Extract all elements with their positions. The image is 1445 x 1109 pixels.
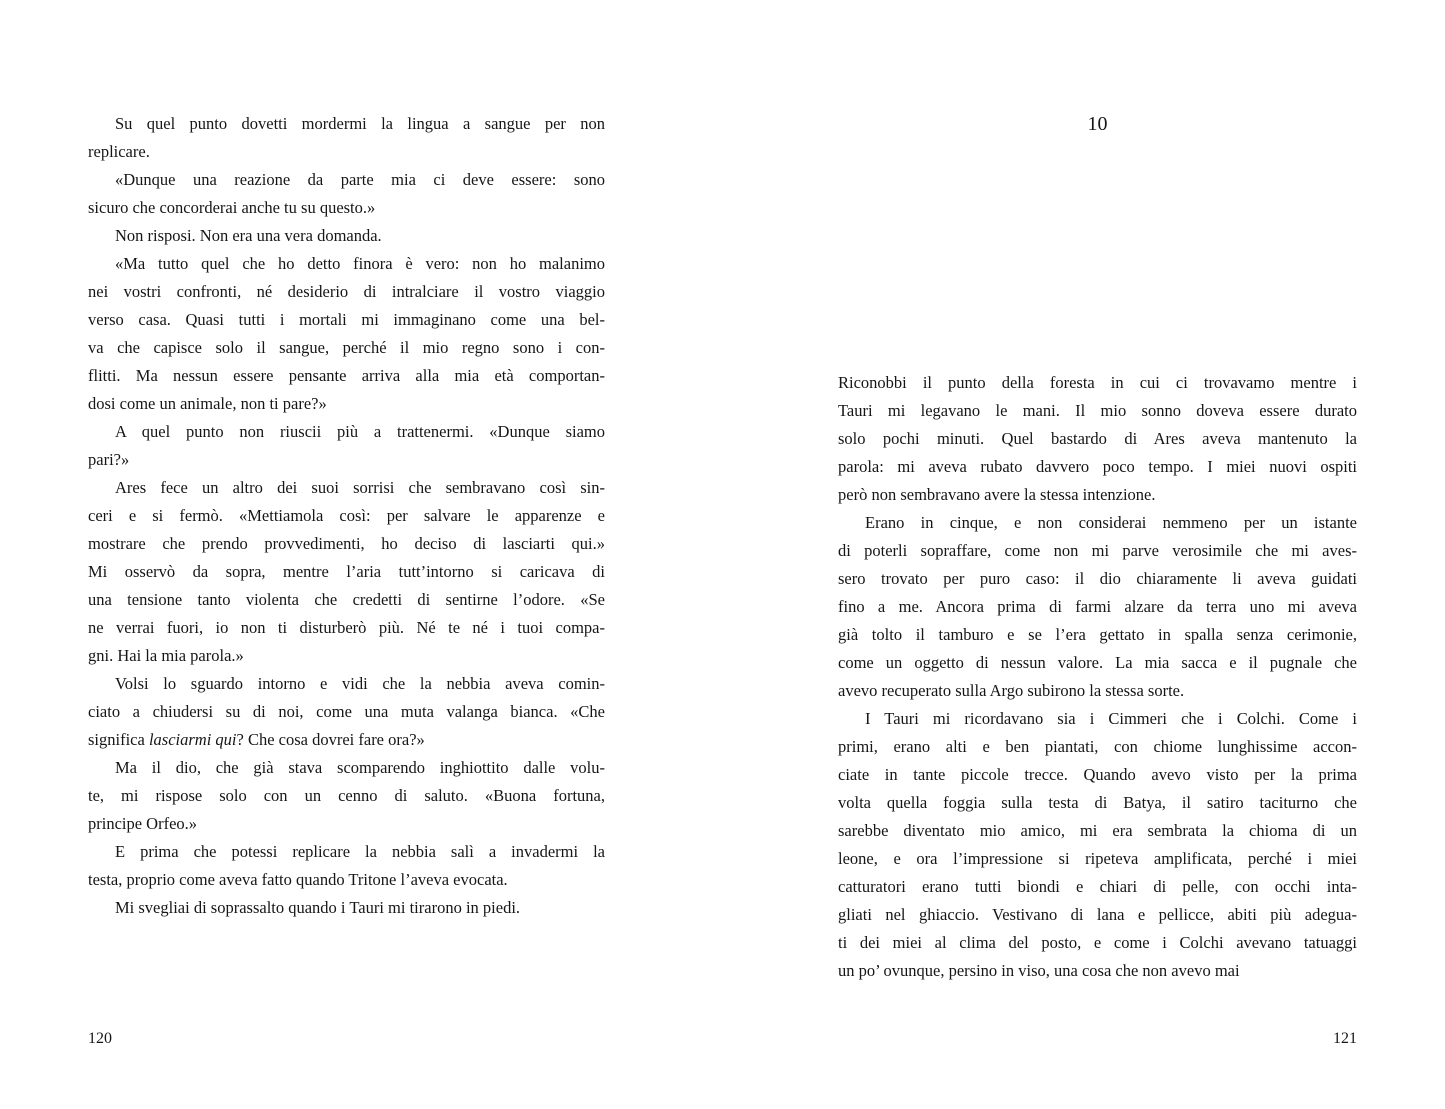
text-line: principe Orfeo.» (88, 814, 198, 833)
text-line: gni. Hai la mia parola.» (88, 646, 244, 665)
text-line: però non sembravano avere la stessa intenzione. (838, 485, 1156, 504)
text-line: Tauri mi legavano le mani. Il mio sonno doveva essere durato (838, 401, 1357, 420)
text-line: un po’ ovunque, persino in viso, una cosa che non avevo mai (838, 961, 1240, 980)
text-line: ceri e si fermò. «Mettiamola così: per salvare le apparenze e (88, 506, 605, 525)
text-line: mostrare che prendo provvedimenti, ho deciso di lasciarti qui.» (88, 534, 605, 553)
text-line: ciato a chiudersi su di noi, come una muta valanga bianca. «Che (88, 702, 605, 721)
text-line: volta quella foggia sulla testa di Batya, il satiro taciturno che (838, 793, 1357, 812)
text-line: te, mi rispose solo con un cenno di saluto. «Buona fortuna, (88, 786, 605, 805)
text-line: Riconobbi il punto della foresta in cui ci trovavamo mentre i (838, 373, 1357, 392)
left-page-text (88, 110, 605, 922)
text-line: fino a me. Ancora prima di farmi alzare da terra uno mi aveva (838, 597, 1357, 616)
text-line: nei vostri confronti, né desiderio di intralciare il vostro viaggio (88, 282, 605, 301)
text-line: sicuro che concorderai anche tu su questo.» (88, 198, 376, 217)
text-line: ciate in tante piccole trecce. Quando avevo visto per la prima (838, 765, 1357, 784)
text-line: flitti. Ma nessun essere pensante arriva alla mia età comportan- (88, 366, 605, 385)
text-line: sarebbe diventato mio amico, mi era sembrata la chioma di un (838, 821, 1357, 840)
text-line: ti dei miei al clima del posto, e come i Colchi avevano tatuaggi (838, 933, 1357, 952)
text-line: Ares fece un altro dei suoi sorrisi che sembravano così sin- (115, 478, 605, 497)
text-line: «Dunque una reazione da parte mia ci deve essere: sono (115, 170, 605, 189)
text-line: leone, e ora l’impressione si ripeteva amplificata, perché i miei (838, 849, 1357, 868)
text-line: verso casa. Quasi tutti i mortali mi immaginano come una bel- (88, 310, 605, 329)
text-line: Ma il dio, che già stava scomparendo inghiottito dalle volu- (115, 758, 605, 777)
right-page-number: 121 (1333, 1030, 1357, 1047)
text-line: primi, erano alti e ben piantati, con chiome lunghissime accon- (838, 737, 1357, 756)
text-line: significa lasciarmi qui? Che cosa dovrei fare ora?» (88, 730, 425, 749)
chapter-number: 10 (1087, 113, 1108, 135)
text-line: Erano in cinque, e non considerai nemmeno per un istante (865, 513, 1357, 532)
text-line: A quel punto non riuscii più a trattenermi. «Dunque siamo (115, 422, 605, 441)
text-line: una tensione tanto violenta che credetti di sentirne l’odore. «Se (88, 590, 605, 609)
text-line: solo pochi minuti. Quel bastardo di Ares aveva mantenuto la (838, 429, 1357, 448)
text-line: replicare. (88, 142, 150, 161)
text-line: testa, proprio come aveva fatto quando Tritone l’aveva evocata. (88, 870, 508, 889)
text-line: come un oggetto di nessun valore. La mia sacca e il pugnale che (838, 653, 1357, 672)
text-line: I Tauri mi ricordavano sia i Cimmeri che i Colchi. Come i (865, 709, 1357, 728)
text-line: sero trovato per puro caso: il dio chiaramente li aveva guidati (838, 569, 1357, 588)
right-page-text (838, 369, 1357, 985)
text-line: Non risposi. Non era una vera domanda. (115, 226, 382, 245)
text-line: E prima che potessi replicare la nebbia salì a invadermi la (115, 842, 605, 861)
text-line: avevo recuperato sulla Argo subirono la stessa sorte. (838, 681, 1185, 700)
text-line: gliati nel ghiaccio. Vestivano di lana e pellicce, abiti più adegua- (838, 905, 1357, 924)
text-line: pari?» (88, 450, 130, 469)
text-line: ne verrai fuori, io non ti disturberò più. Né te né i tuoi compa- (88, 618, 605, 637)
text-line: va che capisce solo il sangue, perché il mio regno sono i con- (88, 338, 605, 357)
text-line: Mi svegliai di soprassalto quando i Tauri mi tirarono in piedi. (115, 898, 521, 917)
text-line: Mi osservò da sopra, mentre l’aria tutt’intorno si caricava di (88, 562, 605, 581)
text-line: di poterli sopraffare, come non mi parve verosimile che mi aves- (838, 541, 1357, 560)
text-line: dosi come un animale, non ti pare?» (88, 394, 327, 413)
text-line: parola: mi aveva rubato davvero poco tempo. I miei nuovi ospiti (838, 457, 1357, 476)
text-line: «Ma tutto quel che ho detto finora è vero: non ho malanimo (115, 254, 605, 273)
text-line: catturatori erano tutti biondi e chiari di pelle, con occhi inta- (838, 877, 1357, 896)
text-line: già tolto il tamburo e se l’era gettato in spalla senza cerimonie, (838, 625, 1357, 644)
text-line: Su quel punto dovetti mordermi la lingua a sangue per non (115, 114, 605, 133)
text-line: Volsi lo sguardo intorno e vidi che la nebbia aveva comin- (115, 674, 605, 693)
left-page-number: 120 (88, 1030, 112, 1047)
